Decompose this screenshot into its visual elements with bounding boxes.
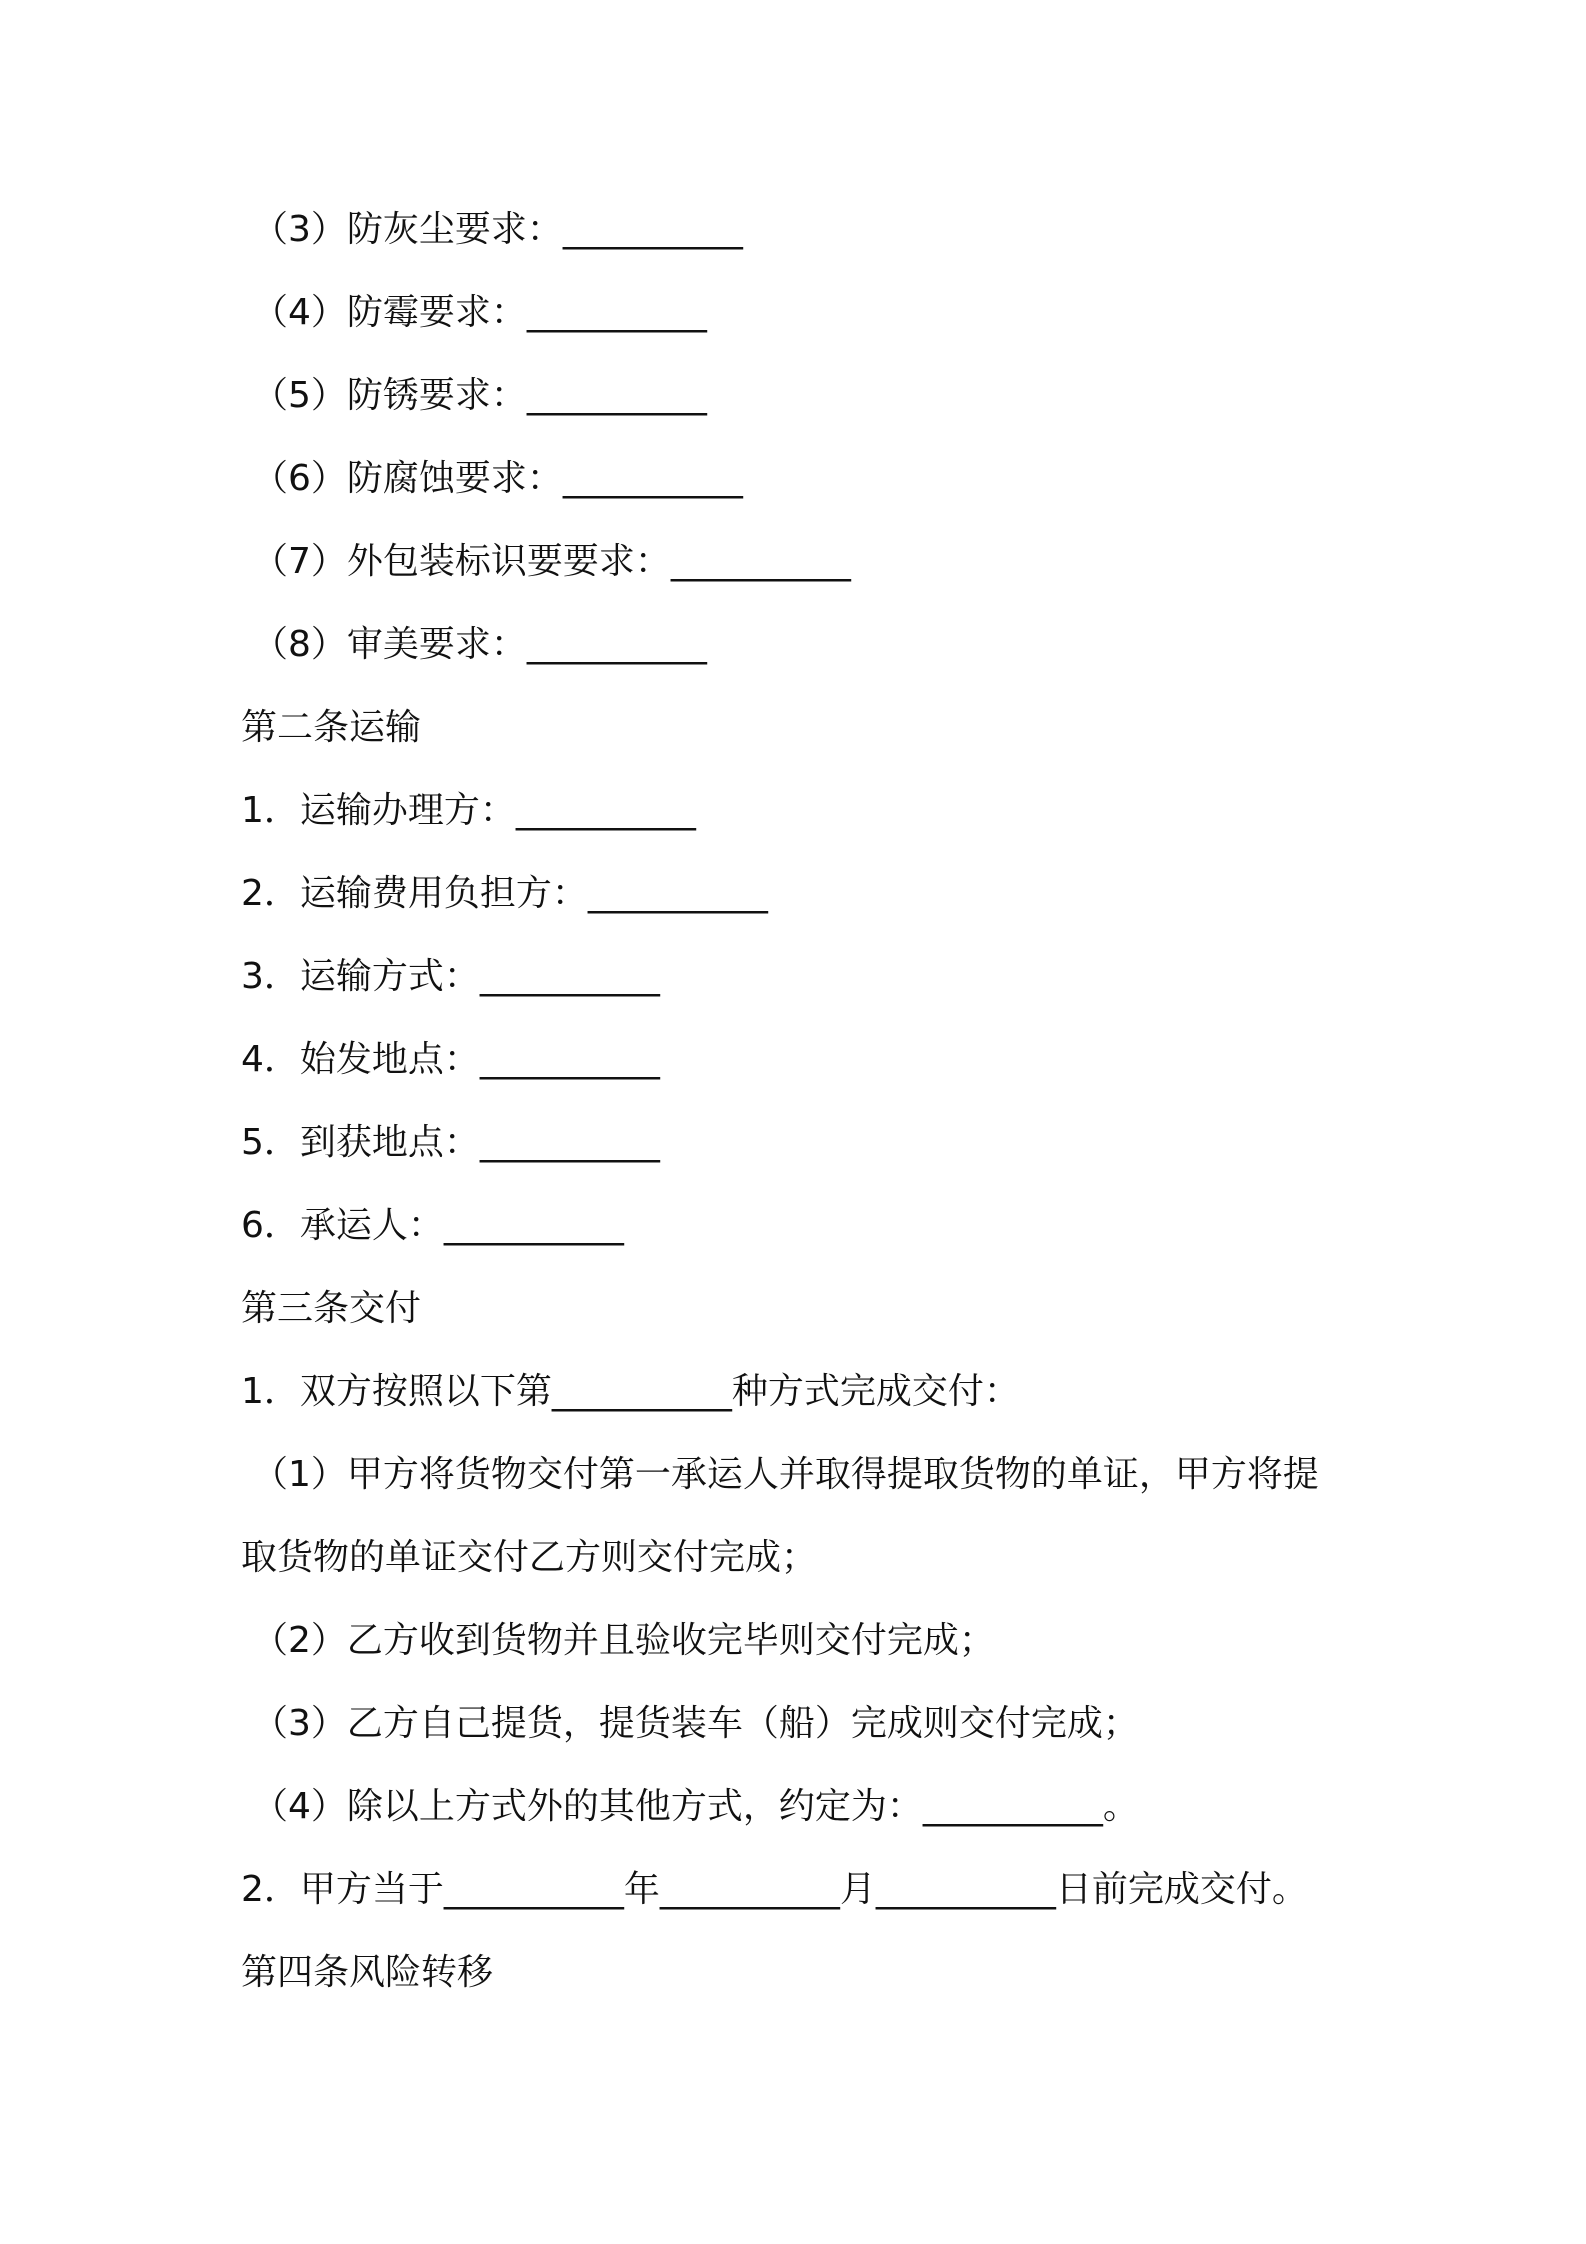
- clause-line: （5）防锈要求：__________: [252, 375, 707, 416]
- section-heading: 第二条运输: [241, 707, 422, 748]
- clause-line: （4）除以上方式外的其他方式，约定为：__________。: [252, 1786, 1139, 1827]
- clause-line: 2．运输费用负担方：__________: [241, 873, 768, 914]
- clause-line: （7）外包装标识要要求：__________: [252, 541, 851, 582]
- clause-line: （4）防霉要求：__________: [252, 292, 707, 333]
- section-heading: 第四条风险转移: [241, 1952, 494, 1993]
- clause-line: （2）乙方收到货物并且验收完毕则交付完成；: [252, 1620, 995, 1661]
- clause-line: （3）防灰尘要求：__________: [252, 209, 743, 250]
- section-heading: 第三条交付: [241, 1288, 422, 1329]
- clause-line: 4．始发地点：__________: [241, 1039, 660, 1080]
- clause-line: 取货物的单证交付乙方则交付完成；: [241, 1537, 818, 1578]
- clause-line: 3．运输方式：__________: [241, 956, 660, 997]
- clause-line: （1）甲方将货物交付第一承运人并取得提取货物的单证，甲方将提: [252, 1454, 1319, 1495]
- clause-line: 6．承运人：__________: [241, 1205, 624, 1246]
- clause-line: （3）乙方自己提货，提货装车（船）完成则交付完成；: [252, 1703, 1139, 1744]
- clause-line: （8）审美要求：__________: [252, 624, 707, 665]
- clause-line: 1．双方按照以下第__________种方式完成交付：: [241, 1371, 1020, 1412]
- clause-line: 1．运输办理方：__________: [241, 790, 696, 831]
- clause-line: （6）防腐蚀要求：__________: [252, 458, 743, 499]
- clause-line: 5．到获地点：__________: [241, 1122, 660, 1163]
- clause-line: 2．甲方当于__________年__________月__________日前完成交付。: [241, 1869, 1308, 1910]
